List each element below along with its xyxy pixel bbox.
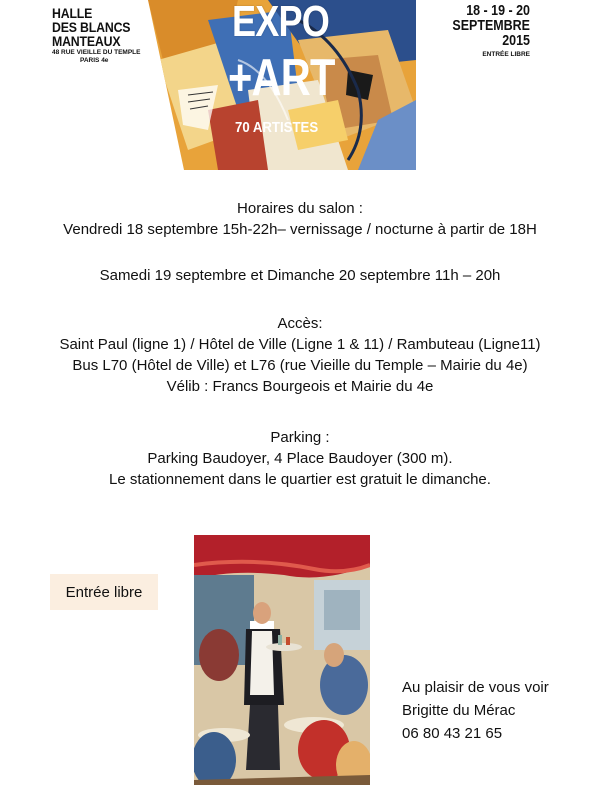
parking-section [0,427,600,490]
event-banner [0,0,600,172]
dates-days: 18 - 19 - 20 [466,3,530,19]
parking-location: Parking Baudoyer, 4 Place Baudoyer (300 m). [147,450,453,467]
venue-name-line-2: DES BLANCS [52,19,131,35]
dates-year: 2015 [502,33,530,49]
plus-art-title: +ART [228,49,335,107]
signature-name: Brigitte du Mérac [402,702,516,719]
venue-name-line-3: MANTEAUX [52,33,121,49]
access-bus: Bus L70 (Hôtel de Ville) et L76 (rue Vieille du Temple – Mairie du 4e) [72,357,528,374]
signature-block [402,676,549,745]
hours-weekend: Samedi 19 septembre et Dimanche 20 septembre 11h – 20h [99,267,501,284]
hours-heading: Horaires du salon : [237,200,363,217]
free-entry-badge: Entrée libre [50,574,158,610]
venue-name-line-1: HALLE [52,5,93,21]
banner-free-entry: ENTRÉE LIBRE [482,51,530,58]
signature-greeting: Au plaisir de vous voir [402,679,549,696]
hours-weekend-section [0,265,600,286]
cafe-painting [194,535,370,785]
venue-address: 48 RUE VIEILLE DU TEMPLE [52,49,141,56]
expo-title: EXPO [232,0,329,46]
cafe-waiter-painting-image [194,535,370,785]
access-velib: Vélib : Francs Bourgeois et Mairie du 4e [166,378,434,395]
dates-month: SEPTEMBRE [452,18,530,34]
signature-phone: 06 80 43 21 65 [402,725,503,742]
access-section [0,313,600,397]
parking-note: Le stationnement dans le quartier est gratuit le dimanche. [109,471,491,488]
venue-city: PARIS 4e [80,57,109,64]
hours-section [0,198,600,240]
banner-artwork [148,0,416,170]
parking-heading: Parking : [270,429,330,446]
event-dates [424,4,530,59]
artists-count: 70 ARTISTES [235,119,319,136]
access-heading: Accès: [277,315,323,332]
venue-block [52,6,148,64]
access-metro: Saint Paul (ligne 1) / Hôtel de Ville (Ligne 1 & 11) / Rambuteau (Ligne11) [59,336,541,353]
hours-friday: Vendredi 18 septembre 15h-22h– vernissage / nocturne à partir de 18H [63,221,537,238]
